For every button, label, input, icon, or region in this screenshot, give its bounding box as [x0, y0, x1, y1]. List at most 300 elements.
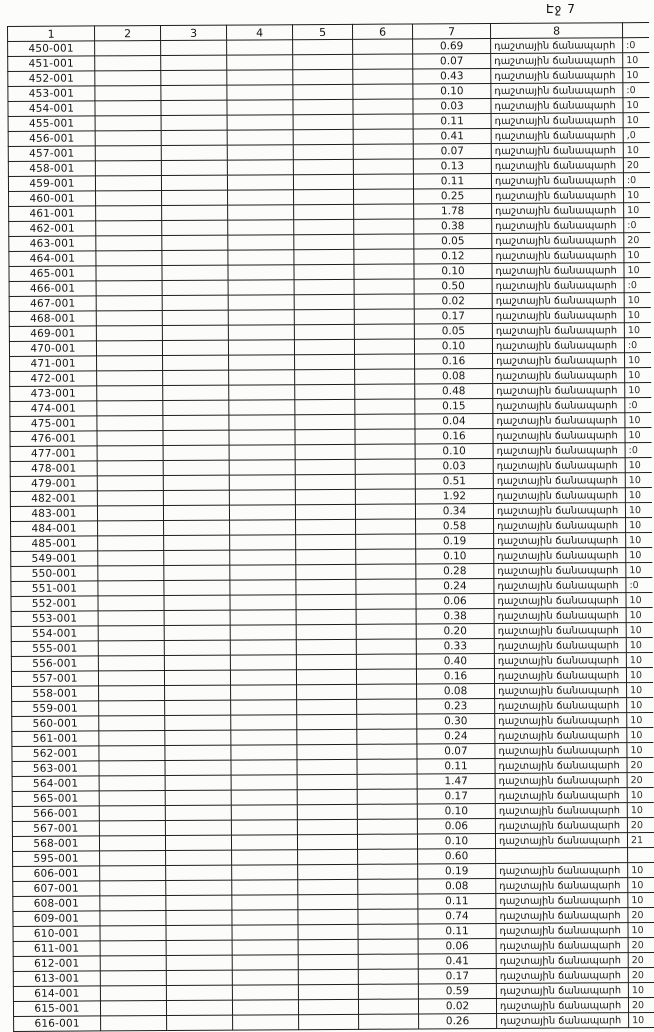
cell-col4: [230, 625, 296, 640]
cell-col3: [166, 940, 232, 955]
cell-col2: [99, 836, 165, 851]
cell-col2: [95, 71, 161, 86]
cell-col5: [294, 294, 354, 309]
cell-col6: [358, 969, 418, 984]
cell-description: դաշտային ճանապարհ: [491, 38, 623, 54]
cell-col4: [228, 340, 294, 355]
cell-col6: [355, 504, 415, 519]
cell-col2: [99, 806, 165, 821]
cell-description: դաշտային ճանապարհ: [494, 593, 626, 609]
cell-col6: [355, 459, 415, 474]
cell-col3: [162, 340, 228, 355]
cell-col3: [165, 835, 231, 850]
cell-description: [496, 848, 628, 864]
cell-col5: [296, 654, 356, 669]
cell-code: 553-001: [11, 611, 98, 627]
cell-edge-mark: 10: [626, 623, 652, 638]
cell-value: 0.23: [417, 698, 495, 713]
cell-code: 552-001: [11, 596, 98, 612]
cell-col2: [100, 956, 166, 971]
cell-col5: [295, 489, 355, 504]
cell-col5: [293, 99, 353, 114]
cell-value: 0.06: [418, 938, 496, 953]
cell-col5: [294, 189, 354, 204]
cell-col5: [298, 984, 358, 999]
cell-col2: [97, 446, 163, 461]
cell-value: 0.19: [418, 863, 496, 878]
cell-col2: [95, 56, 161, 71]
cell-col4: [233, 1015, 299, 1030]
cell-col5: [297, 834, 357, 849]
cell-code: 467-001: [9, 296, 96, 312]
cell-col2: [97, 506, 163, 521]
cell-edge-mark: 10: [628, 983, 654, 998]
cell-description: դաշտային ճանապարհ: [492, 233, 624, 249]
cell-col5: [298, 909, 358, 924]
cell-col5: [295, 444, 355, 459]
cell-code: 476-001: [10, 431, 97, 447]
cell-col5: [296, 624, 356, 639]
cell-col2: [98, 581, 164, 596]
cell-col6: [358, 984, 418, 999]
cell-col2: [99, 701, 165, 716]
cell-col3: [163, 430, 229, 445]
cell-code: 482-001: [10, 491, 97, 507]
cell-value: 0.10: [416, 548, 494, 563]
cell-description: դաշտային ճանապարհ: [494, 608, 626, 624]
cell-code: 451-001: [8, 56, 95, 72]
cell-col2: [95, 131, 161, 146]
column-header-5: 5: [293, 24, 353, 39]
cell-col4: [231, 835, 297, 850]
cell-description: դաշտային ճանապարհ: [495, 788, 627, 804]
cell-code: 556-001: [11, 656, 98, 672]
cell-col4: [230, 550, 296, 565]
cell-col2: [98, 521, 164, 536]
cell-col3: [165, 760, 231, 775]
cell-col5: [296, 594, 356, 609]
cell-value: 0.38: [416, 608, 494, 623]
cell-edge-mark: 10: [628, 893, 654, 908]
cell-value: 0.69: [413, 39, 491, 54]
cell-value: 0.13: [413, 159, 491, 174]
cell-description: դաշտային ճանապարհ: [494, 518, 626, 534]
cell-code: 551-001: [11, 581, 98, 597]
column-header-7: 7: [413, 24, 491, 39]
cell-edge-mark: 10: [627, 713, 653, 728]
cell-col5: [296, 609, 356, 624]
cell-col3: [166, 925, 232, 940]
cell-col5: [298, 864, 358, 879]
cell-col4: [230, 670, 296, 685]
cell-col4: [231, 730, 297, 745]
cell-description: դաշտային ճանապարհ: [495, 803, 627, 819]
cell-description: դաշտային ճանապարհ: [494, 533, 626, 549]
cell-description: դաշտային ճանապարհ: [494, 563, 626, 579]
cell-col3: [163, 475, 229, 490]
cell-col5: [296, 564, 356, 579]
cell-col6: [355, 474, 415, 489]
cell-description: դաշտային ճանապարհ: [492, 188, 624, 204]
cell-value: 0.43: [413, 69, 491, 84]
cell-col3: [164, 625, 230, 640]
cell-col2: [100, 851, 166, 866]
cell-col3: [165, 685, 231, 700]
cell-col5: [294, 204, 354, 219]
cell-col5: [294, 219, 354, 234]
cell-col5: [293, 114, 353, 129]
cell-code: 558-001: [12, 686, 99, 702]
cell-col2: [98, 596, 164, 611]
cell-col3: [166, 970, 232, 985]
cell-description: դաշտային ճանապարհ: [491, 128, 623, 144]
cell-description: դաշտային ճանապարհ: [496, 908, 628, 924]
cell-col6: [354, 294, 414, 309]
cell-col2: [96, 341, 162, 356]
column-header-6: 6: [353, 24, 413, 39]
cell-description: դաշտային ճանապարհ: [494, 653, 626, 669]
cell-code: 452-001: [8, 71, 95, 87]
cell-col2: [98, 551, 164, 566]
cell-col6: [359, 1014, 419, 1029]
cell-col5: [295, 504, 355, 519]
cell-description: դաշտային ճանապարհ: [492, 218, 624, 234]
cell-col6: [353, 114, 413, 129]
cell-edge-mark: :0: [624, 218, 650, 233]
cell-col3: [161, 115, 227, 130]
cell-value: 0.03: [413, 99, 491, 114]
cell-col3: [166, 895, 232, 910]
cell-code: 470-001: [9, 341, 96, 357]
column-header-edge: [622, 23, 648, 38]
cell-col2: [100, 941, 166, 956]
cell-description: դաշտային ճանապարհ: [495, 833, 627, 849]
cell-description: դաշտային ճանապարհ: [493, 353, 625, 369]
cell-col3: [164, 640, 230, 655]
cell-col3: [162, 190, 228, 205]
cell-col3: [165, 715, 231, 730]
cell-col5: [293, 129, 353, 144]
cell-col6: [355, 444, 415, 459]
cell-col5: [293, 144, 353, 159]
cell-col6: [358, 879, 418, 894]
cell-code: 566-001: [12, 806, 99, 822]
cell-col6: [354, 309, 414, 324]
cell-col6: [354, 234, 414, 249]
cell-edge-mark: ,0: [623, 128, 649, 143]
cell-description: դաշտային ճանապարհ: [495, 728, 627, 744]
cell-edge-mark: 10: [626, 638, 652, 653]
cell-code: 462-001: [9, 221, 96, 237]
cell-edge-mark: 10: [627, 698, 653, 713]
cell-col6: [356, 609, 416, 624]
cell-col6: [353, 99, 413, 114]
cell-col5: [297, 804, 357, 819]
cell-col5: [297, 714, 357, 729]
cell-code: 555-001: [11, 641, 98, 657]
cell-col2: [98, 611, 164, 626]
cell-col6: [358, 909, 418, 924]
cell-value: 0.51: [415, 473, 493, 488]
cell-code: 612-001: [13, 956, 100, 972]
cell-edge-mark: 20: [628, 998, 654, 1013]
cell-description: դաշտային ճանապարհ: [493, 398, 625, 414]
cell-col3: [161, 100, 227, 115]
cell-edge-mark: 20: [627, 758, 653, 773]
cell-code: 568-001: [12, 836, 99, 852]
cell-col6: [357, 714, 417, 729]
cell-code: 613-001: [13, 971, 100, 987]
cell-value: 0.11: [418, 893, 496, 908]
cell-col5: [298, 954, 358, 969]
cell-code: 450-001: [8, 41, 95, 57]
cell-value: 0.48: [415, 383, 493, 398]
cell-edge-mark: 10: [624, 248, 650, 263]
cell-col4: [229, 460, 295, 475]
cell-value: 0.41: [418, 953, 496, 968]
cell-col4: [232, 970, 298, 985]
cell-value: 0.10: [417, 803, 495, 818]
cell-edge-mark: 20: [627, 773, 653, 788]
cell-edge-mark: 20: [628, 908, 654, 923]
cell-col4: [228, 205, 294, 220]
cell-col4: [232, 955, 298, 970]
cell-col3: [163, 385, 229, 400]
cell-col6: [357, 759, 417, 774]
cell-col5: [297, 789, 357, 804]
cell-value: 0.40: [416, 653, 494, 668]
cell-col2: [97, 461, 163, 476]
cell-code: 477-001: [10, 446, 97, 462]
cell-description: դաշտային ճանապարհ: [492, 248, 624, 264]
cell-code: 563-001: [12, 761, 99, 777]
cell-col2: [96, 236, 162, 251]
cell-description: դաշտային ճանապարհ: [496, 893, 628, 909]
cell-code: 479-001: [10, 476, 97, 492]
cell-col6: [357, 684, 417, 699]
cell-edge-mark: 10: [628, 863, 654, 878]
cell-col5: [298, 969, 358, 984]
cell-code: 478-001: [10, 461, 97, 477]
cell-description: դաշտային ճանապարհ: [493, 503, 625, 519]
cell-value: 0.19: [416, 533, 494, 548]
cell-description: դաշտային ճանապարհ: [495, 818, 627, 834]
cell-edge-mark: 10: [625, 383, 651, 398]
cell-edge-mark: 20: [628, 953, 654, 968]
cell-value: 1.47: [417, 773, 495, 788]
cell-col3: [163, 445, 229, 460]
cell-col6: [358, 894, 418, 909]
cell-col6: [356, 594, 416, 609]
cell-code: 550-001: [11, 566, 98, 582]
cell-col5: [298, 879, 358, 894]
cell-col2: [99, 746, 165, 761]
cell-col3: [162, 325, 228, 340]
cell-col2: [98, 656, 164, 671]
cell-edge-mark: 10: [625, 368, 651, 383]
cell-col6: [358, 849, 418, 864]
cell-col4: [227, 130, 293, 145]
cell-description: դաշտային ճանապարհ: [494, 548, 626, 564]
cell-col4: [232, 850, 298, 865]
cell-edge-mark: 20: [624, 233, 650, 248]
cell-description: դաշտային ճանապարհ: [496, 983, 628, 999]
cell-col2: [100, 926, 166, 941]
cell-value: 0.05: [414, 324, 492, 339]
cell-col2: [96, 296, 162, 311]
cell-code: 453-001: [8, 86, 95, 102]
cell-edge-mark: :0: [623, 38, 649, 53]
cell-col2: [99, 731, 165, 746]
cell-col3: [163, 370, 229, 385]
cell-col4: [232, 910, 298, 925]
cell-col4: [231, 715, 297, 730]
cell-value: 0.08: [418, 878, 496, 893]
cell-col5: [298, 924, 358, 939]
cell-value: 0.15: [415, 398, 493, 413]
cell-col3: [166, 865, 232, 880]
cell-value: 0.41: [413, 129, 491, 144]
cell-col2: [96, 326, 162, 341]
column-header-4: 4: [227, 25, 293, 40]
cell-edge-mark: 10: [625, 503, 651, 518]
cell-description: դաշտային ճանապարհ: [497, 1013, 629, 1029]
cell-col4: [227, 40, 293, 55]
cell-col3: [164, 655, 230, 670]
cell-col3: [166, 910, 232, 925]
cell-col3: [161, 160, 227, 175]
cell-col3: [166, 955, 232, 970]
cell-value: 0.11: [417, 758, 495, 773]
cell-description: դաշտային ճանապարհ: [495, 683, 627, 699]
cell-code: 458-001: [8, 161, 95, 177]
cell-col4: [232, 1000, 298, 1015]
cell-col4: [227, 145, 293, 160]
cell-code: 455-001: [8, 116, 95, 132]
cell-col4: [230, 580, 296, 595]
cell-value: 0.38: [414, 219, 492, 234]
cell-edge-mark: 10: [624, 188, 650, 203]
cell-col2: [96, 251, 162, 266]
cell-col2: [97, 416, 163, 431]
cell-code: 565-001: [12, 791, 99, 807]
cell-col5: [295, 369, 355, 384]
cell-col5: [294, 264, 354, 279]
cell-value: 0.07: [417, 743, 495, 758]
cell-col3: [163, 460, 229, 475]
cell-col3: [162, 265, 228, 280]
cell-edge-mark: 10: [625, 428, 651, 443]
cell-code: 469-001: [9, 326, 96, 342]
cell-col3: [164, 550, 230, 565]
cell-col6: [355, 369, 415, 384]
cell-edge-mark: 10: [626, 653, 652, 668]
cell-col3: [162, 280, 228, 295]
cell-code: 560-001: [12, 716, 99, 732]
cell-edge-mark: 10: [623, 68, 649, 83]
cell-col6: [357, 804, 417, 819]
cell-col4: [228, 265, 294, 280]
cell-code: 465-001: [9, 266, 96, 282]
cell-col3: [161, 175, 227, 190]
cell-col6: [353, 129, 413, 144]
cell-code: 459-001: [8, 176, 95, 192]
cell-edge-mark: 10: [625, 413, 651, 428]
cell-col2: [100, 986, 166, 1001]
cell-edge-mark: 10: [626, 668, 652, 683]
cell-description: դաշտային ճանապարհ: [493, 368, 625, 384]
cell-code: 473-001: [10, 386, 97, 402]
cell-code: 562-001: [12, 746, 99, 762]
cell-col6: [356, 549, 416, 564]
cell-edge-mark: 10: [626, 533, 652, 548]
cell-edge-mark: 10: [626, 593, 652, 608]
cell-col3: [162, 295, 228, 310]
cell-value: 0.17: [418, 968, 496, 983]
cell-value: 1.78: [414, 204, 492, 219]
cell-col4: [229, 475, 295, 490]
cell-col6: [355, 399, 415, 414]
cell-col5: [295, 459, 355, 474]
cell-col3: [163, 400, 229, 415]
cell-col6: [355, 429, 415, 444]
cell-description: դաշտային ճանապարհ: [494, 623, 626, 639]
cell-col3: [164, 565, 230, 580]
cell-col5: [295, 414, 355, 429]
cell-col6: [357, 789, 417, 804]
cell-col2: [95, 116, 161, 131]
cell-edge-mark: 10: [626, 563, 652, 578]
cell-col3: [167, 1015, 233, 1030]
cell-edge-mark: 21: [627, 833, 653, 848]
cell-edge-mark: :0: [626, 578, 652, 593]
cell-value: 0.05: [414, 234, 492, 249]
column-header-1: 1: [8, 26, 95, 42]
cell-col3: [166, 985, 232, 1000]
cell-code: 611-001: [13, 941, 100, 957]
cell-edge-mark: 10: [623, 113, 649, 128]
cell-value: 0.26: [419, 1013, 497, 1028]
cell-edge-mark: :0: [623, 83, 649, 98]
cell-value: 0.11: [413, 114, 491, 129]
cell-col3: [161, 55, 227, 70]
cell-edge-mark: :0: [625, 443, 651, 458]
cell-description: դաշտային ճանապարհ: [494, 638, 626, 654]
cell-description: դաշտային ճանապարհ: [496, 878, 628, 894]
cell-value: 1.92: [415, 488, 493, 503]
cell-description: դաշտային ճանապարհ: [495, 773, 627, 789]
cell-col6: [358, 999, 418, 1014]
cell-col2: [95, 86, 161, 101]
cell-col4: [227, 160, 293, 175]
cell-value: 0.16: [416, 668, 494, 683]
cell-col5: [293, 84, 353, 99]
cell-col5: [293, 174, 353, 189]
cell-code: 606-001: [13, 866, 100, 882]
cell-col4: [231, 790, 297, 805]
cell-col4: [230, 565, 296, 580]
cell-edge-mark: 10: [625, 488, 651, 503]
cell-description: դաշտային ճանապարհ: [491, 83, 623, 99]
cell-col3: [166, 880, 232, 895]
cell-col2: [97, 491, 163, 506]
cell-col5: [297, 729, 357, 744]
cell-edge-mark: 10: [629, 1013, 654, 1028]
cell-value: 0.10: [414, 264, 492, 279]
cell-col4: [231, 805, 297, 820]
cell-col2: [95, 146, 161, 161]
cell-col3: [165, 805, 231, 820]
